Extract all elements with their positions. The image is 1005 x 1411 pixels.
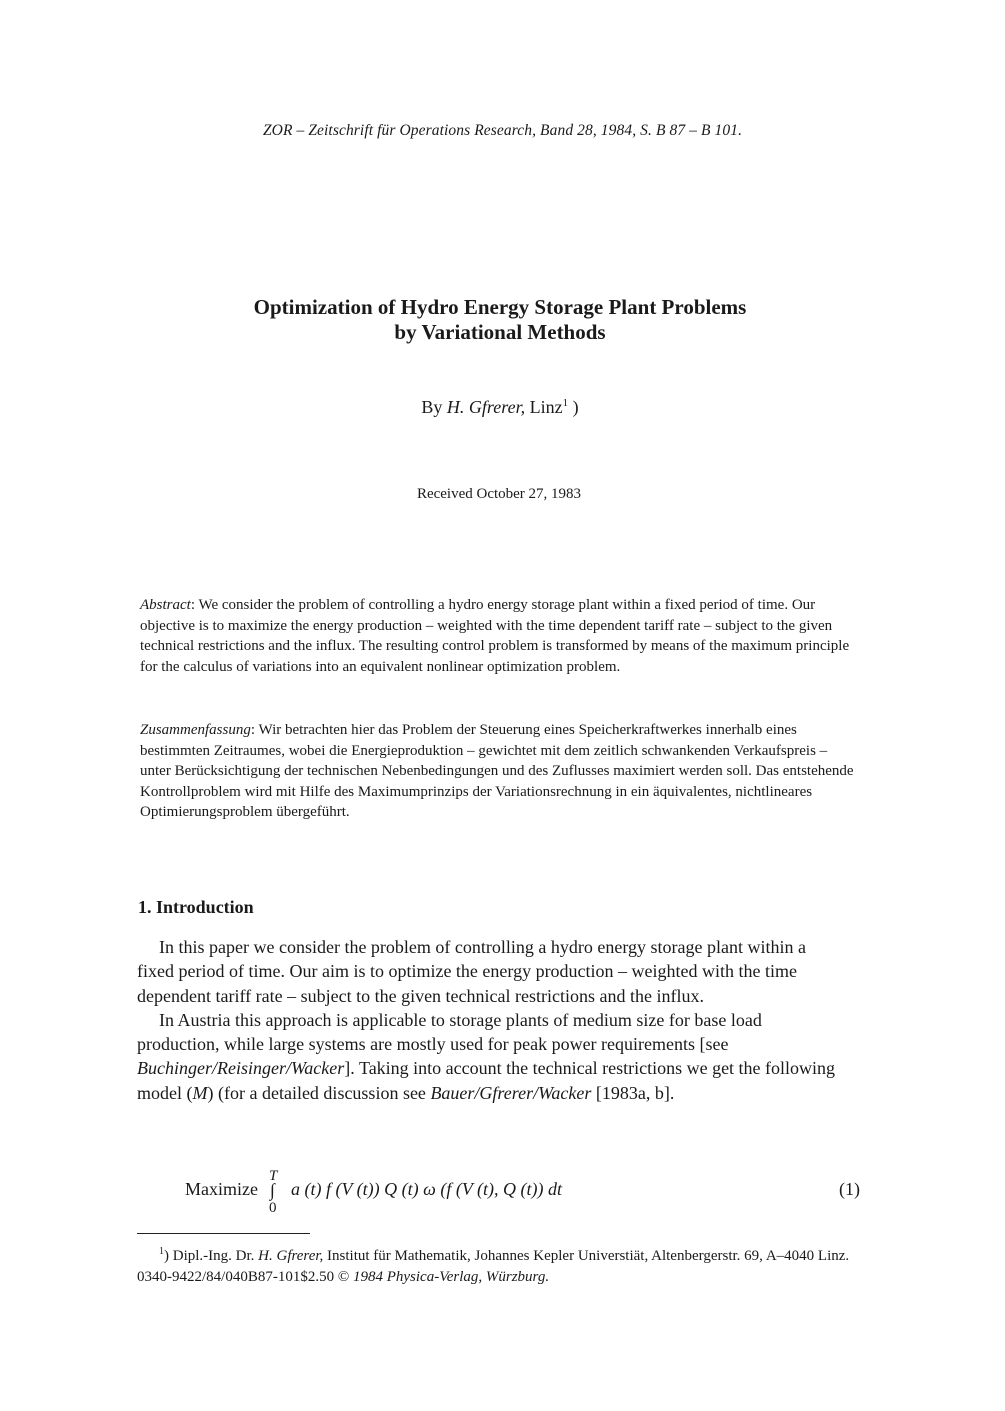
abstract-text: : We consider the problem of controlling a hydro energy storage plant within a fixed period of time. Our objective is to maximize the energy production – weighted with the time dependent tariff rate – subject to the given technical restrictions and the influx. The resulting control problem is transformed by means of the maximum principle for the calculus of variations into an equivalent nonlinear optimization problem. [140, 597, 850, 675]
paper-title [0, 295, 1000, 345]
title-line-1: Optimization of Hydro Energy Storage Plant Problems [253, 295, 747, 319]
reference-buchinger: Buchinger/Reisinger/Wacker [137, 1058, 345, 1079]
model-symbol: M [192, 1082, 208, 1103]
intro-paragraph-1: In this paper we consider the problem of controlling a hydro energy storage plant within a fixed period of time. Our aim is to optimize the energy production – weighted with the time dependent tariff rate – subject to the given technical restrictions and the influx. [137, 937, 806, 1006]
journal-citation: ZOR – Zeitschrift für Operations Research, Band 28, 1984, S. B 87 – B 101. [262, 122, 743, 139]
footnote [137, 1242, 857, 1287]
footnote-text-a: ) Dipl.-Ing. Dr. [164, 1248, 259, 1264]
title-line-2: by Variational Methods [394, 320, 606, 344]
intro-p2-text-d: [1983a, b]. [591, 1082, 675, 1103]
footnote-mark: 1 [562, 397, 569, 409]
byline-suffix: ) [568, 397, 579, 417]
integral-upper-limit: T [269, 1168, 278, 1184]
publisher: 1984 Physica-Verlag, Würzburg. [352, 1268, 550, 1285]
intro-paragraph-2 [137, 1008, 837, 1105]
publication-code: 0340-9422/84/040B87-101$2.50 © [137, 1268, 353, 1285]
integral-lower-limit: 0 [269, 1200, 277, 1216]
abstract [140, 595, 860, 677]
intro-p2-text-a: In Austria this approach is applicable to storage plants of medium size for base load production, while large systems are mostly used for peak power requirements [see [137, 1009, 762, 1055]
zusammenfassung [140, 720, 860, 823]
author-place: Linz [525, 397, 563, 417]
integral-sign: ∫ [270, 1180, 275, 1200]
section-heading: 1. Introduction [138, 897, 254, 917]
byline-prefix: By [421, 397, 447, 417]
intro-p2-text-c: ) (for a detailed discussion see [207, 1082, 431, 1103]
zusammenfassung-label: Zusammenfassung [140, 722, 251, 738]
zusammenfassung-text: : Wir betrachten hier das Problem der Steuerung eines Speicherkraftwerkes innerhalb eines bestimmten Zeitraumes, wobei die Energieproduktion – gewichtet mit dem zeitlich schwankenden Verkaufspreis – unter Berücksichtigung der technischen Nebenbedingungen und des Zuflusses maximiert werden soll. Das entstehende Kontrollproblem wird mit Hilfe des Maximumprinzips der Variationsrechnung in ein äquivalentes, nichtlineares Optimierungsproblem übergeführt. [140, 722, 854, 821]
footnote-number: 1 [159, 1246, 164, 1257]
equation-integrand: a (t) f (V (t)) Q (t) ω (f (V (t), Q (t)) dt [291, 1179, 562, 1199]
equation-maximize: Maximize [185, 1179, 258, 1199]
abstract-label: Abstract [140, 597, 191, 613]
intro-body [137, 935, 837, 1105]
intro-p2-text-b: ]. Taking into account the technical restrictions we get the following model ( [137, 1058, 836, 1103]
received-date: Received October 27, 1983 [416, 486, 582, 502]
reference-bauer: Bauer/Gfrerer/Wacker [430, 1082, 592, 1103]
equation-number: (1) [839, 1179, 860, 1199]
author-byline [0, 397, 1000, 418]
footnote-text-b: Institut für Mathematik, Johannes Kepler Universtiät, Altenbergerstr. 69, A–4040 Linz. [323, 1248, 850, 1264]
footnote-author: H. Gfrerer, [258, 1248, 324, 1264]
equation-1 [185, 1168, 860, 1218]
footnote-divider [137, 1233, 310, 1234]
author-name: H. Gfrerer, [446, 397, 526, 417]
